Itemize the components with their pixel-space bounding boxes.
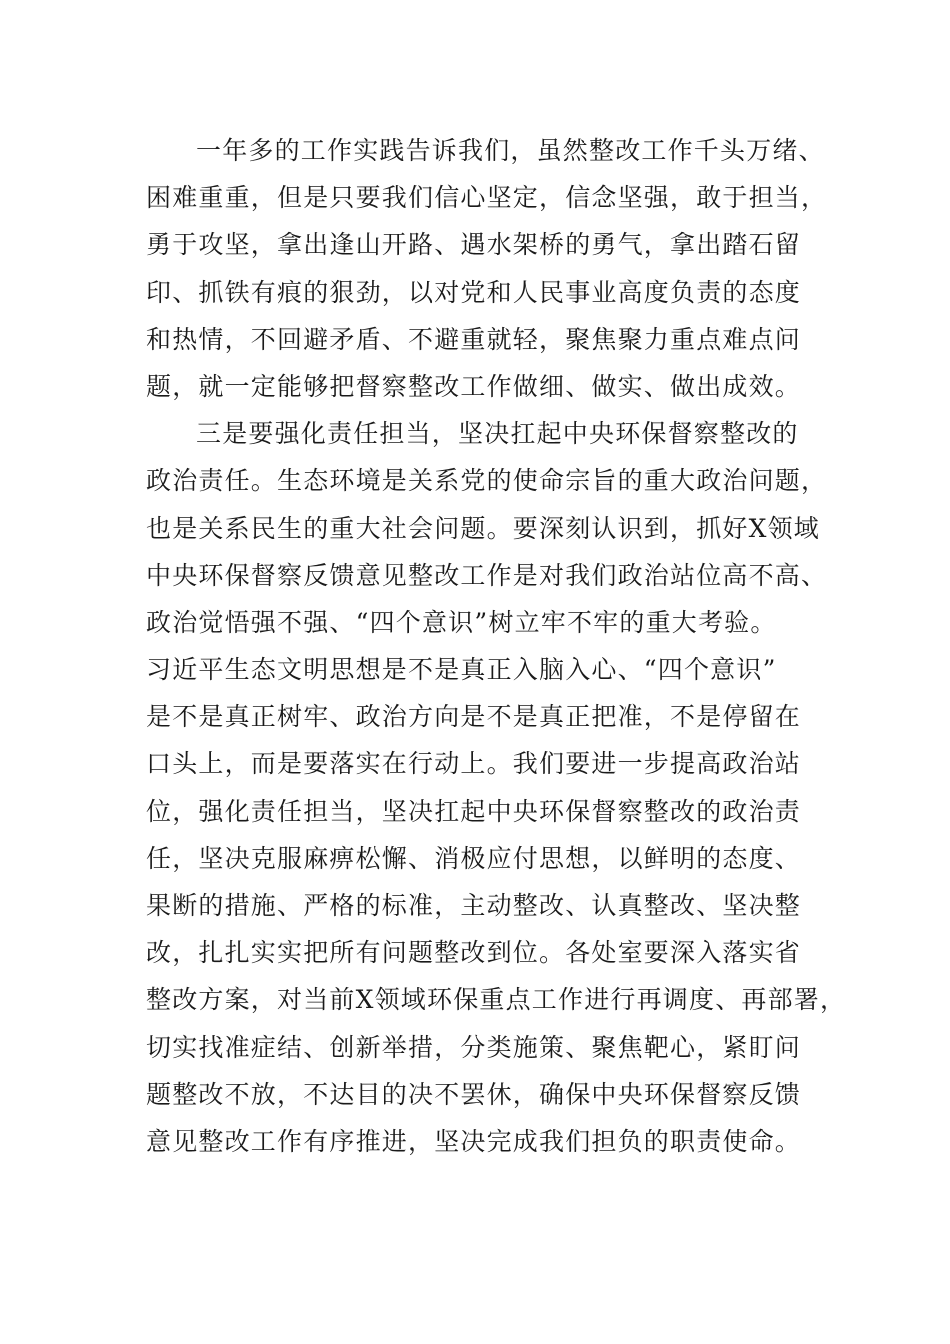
text-line-19: 整改方案，对当前X领域环保重点工作进行再调度、再部署， <box>146 985 847 1015</box>
text-line-22: 意见整改工作有序推进，坚决完成我们担负的职责使命。 <box>146 1126 802 1156</box>
text-line-18: 改，扎扎实实把所有问题整改到位。各处室要深入落实省 <box>146 938 802 968</box>
text-line-3: 勇于攻坚，拿出逢山开路、遇水架桥的勇气，拿出踏石留 <box>146 230 802 260</box>
text-line-5: 和热情，不回避矛盾、不避重就轻，聚焦聚力重点难点问 <box>146 324 802 354</box>
text-line-14: 口头上，而是要落实在行动上。我们要进一步提高政治站 <box>146 749 802 779</box>
text-line-1: 一年多的工作实践告诉我们，虽然整改工作千头万绪、 <box>196 136 825 165</box>
text-line-9: 也是关系民生的重大社会问题。要深刻认识到，抓好X领域 <box>146 513 821 543</box>
text-line-7: 三是要强化责任担当，坚决扛起中央环保督察整改的 <box>196 419 799 449</box>
text-line-21: 题整改不放，不达目的决不罢休，确保中央环保督察反馈 <box>146 1079 802 1109</box>
text-line-11: 政治觉悟强不强、“四个意识”树立牢不牢的重大考验。 <box>146 607 777 637</box>
text-line-8: 政治责任。生态环境是关系党的使命宗旨的重大政治问题， <box>146 466 828 496</box>
text-line-13: 是不是真正树牢、政治方向是不是真正把准，不是停留在 <box>146 702 802 732</box>
body-text <box>146 127 847 1165</box>
text-line-2: 困难重重，但是只要我们信心坚定，信念坚强，敢于担当， <box>146 183 828 213</box>
text-line-17: 果断的措施、严格的标准，主动整改、认真整改、坚决整 <box>146 891 802 920</box>
text-line-10: 中央环保督察反馈意见整改工作是对我们政治站位高不高、 <box>146 560 828 590</box>
text-line-20: 切实找准症结、创新举措，分类施策、聚焦靶心，紧盯问 <box>146 1032 802 1062</box>
text-line-12: 习近平生态文明思想是不是真正入脑入心、“四个意识” <box>146 655 777 685</box>
text-line-15: 位，强化责任担当，坚决扛起中央环保督察整改的政治责 <box>146 796 802 826</box>
text-line-16: 任，坚决克服麻痹松懈、消极应付思想，以鲜明的态度、 <box>146 843 802 873</box>
text-line-6: 题，就一定能够把督察整改工作做细、做实、做出成效。 <box>146 371 802 401</box>
text-line-4: 印、抓铁有痕的狠劲，以对党和人民事业高度负责的态度 <box>146 277 802 307</box>
